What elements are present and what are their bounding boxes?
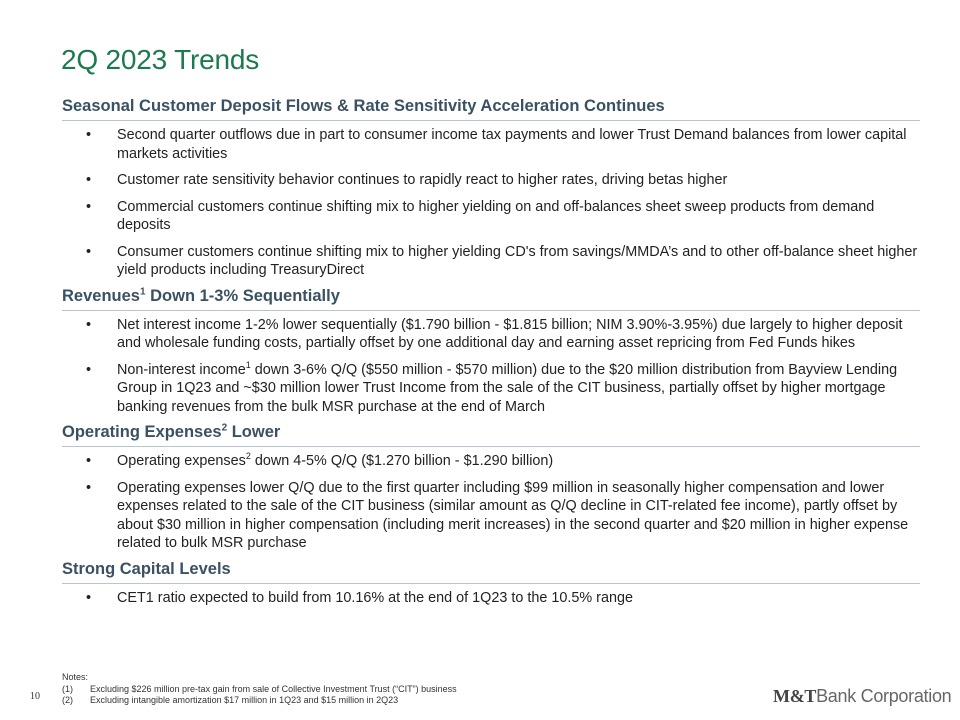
bullet-item: • Net interest income 1-2% lower sequentially ($1.790 billion - $1.815 billion; NIM 3.90%-3.95%) due largely to higher deposit and wholesale funding costs, partially offset by one additional day and earning asset repricing from Fed Funds hikes: [86, 316, 903, 351]
footnote-ref: 2: [245, 451, 251, 462]
section-deposit-flows: [62, 96, 920, 280]
footnotes: [62, 672, 457, 707]
footnote-ref: 2: [221, 422, 228, 434]
section-heading: Operating Expenses$^2$ Lower: [62, 422, 920, 447]
bullet-item: • Customer rate sensitivity behavior continues to rapidly react to higher rates, driving betas higher: [86, 172, 728, 188]
bullet-item: • Second quarter outflows due in part to consumer income tax payments and lower Trust Demand balances from lower capital markets activities: [86, 127, 907, 162]
bullet-dot: •: [86, 479, 92, 496]
footnote-ref: 1: [245, 359, 251, 370]
slide-content: [62, 96, 920, 615]
bullet-dot: •: [86, 589, 92, 606]
bullet-item: • Commercial customers continue shifting mix to higher yielding on and off-balances sheet sweep products from demand deposits: [86, 198, 875, 233]
bullet-list: [62, 589, 920, 608]
bullet-dot: •: [86, 361, 92, 378]
page-title: 2Q 2023 Trends: [61, 44, 259, 75]
page-number: 10: [30, 691, 40, 702]
footnote-ref: 1: [139, 286, 146, 297]
bullet-item: • Non-interest income$^1$ down 3-6% Q/Q ($550 million - $570 million) due to the $20 million distribution from Bayview Lending Group in 1Q23 and ~$30 million lower Trust Income from the sale of the CIT business, partially offset by higher mortgage banking revenues from the bulk MSR purchase at the end of March: [86, 359, 898, 415]
bullet-item: • Operating expenses$^2$ down 4-5% Q/Q ($1.270 billion - $1.290 billion): [86, 451, 554, 469]
footnote-item: (1) Excluding $226 million pre-tax gain from sale of Collective Investment Trust (“CIT”) business: [62, 683, 457, 694]
bullet-dot: •: [86, 198, 92, 215]
section-revenues: [62, 286, 920, 417]
section-capital: [62, 559, 920, 608]
bullet-list: [62, 126, 920, 280]
bullet-list: [62, 452, 920, 553]
bullet-item: • Consumer customers continue shifting mix to higher yielding CD's from savings/MMDA’s and to other off-balance sheet higher yield products including TreasuryDirect: [86, 243, 918, 278]
section-operating-expenses: [62, 422, 920, 553]
bullet-item: • Operating expenses lower Q/Q due to the first quarter including $99 million in seasonally higher compensation and lower expenses related to the sale of the CIT business (similar amount as Q/Q decline in CIT-related fee income), partly offset by about $30 million in higher compensation (including merit increases) in the second quarter and $20 million in higher expense related to bulk MSR purchase: [86, 479, 909, 551]
bullet-item: • CET1 ratio expected to build from 10.16% at the end of 1Q23 to the 10.5% range: [86, 589, 633, 606]
notes-label: Notes:: [62, 672, 89, 682]
bullet-dot: •: [86, 127, 92, 143]
bullet-dot: •: [86, 172, 92, 188]
bullet-list: [62, 316, 920, 417]
section-heading: Seasonal Customer Deposit Flows & Rate Sensitivity Acceleration Continues: [62, 96, 920, 121]
bullet-dot: •: [86, 243, 92, 260]
section-heading: Revenues$^1$ Down 1-3% Sequentially: [62, 286, 920, 311]
bullet-dot: •: [86, 453, 92, 469]
company-logo: M&TBank Corporation: [773, 686, 952, 706]
footnote-item: (2) Excluding intangible amortization $17 million in 1Q23 and $15 million in 2Q23: [62, 695, 399, 705]
bullet-dot: •: [86, 316, 92, 333]
section-heading: Strong Capital Levels: [62, 559, 920, 584]
